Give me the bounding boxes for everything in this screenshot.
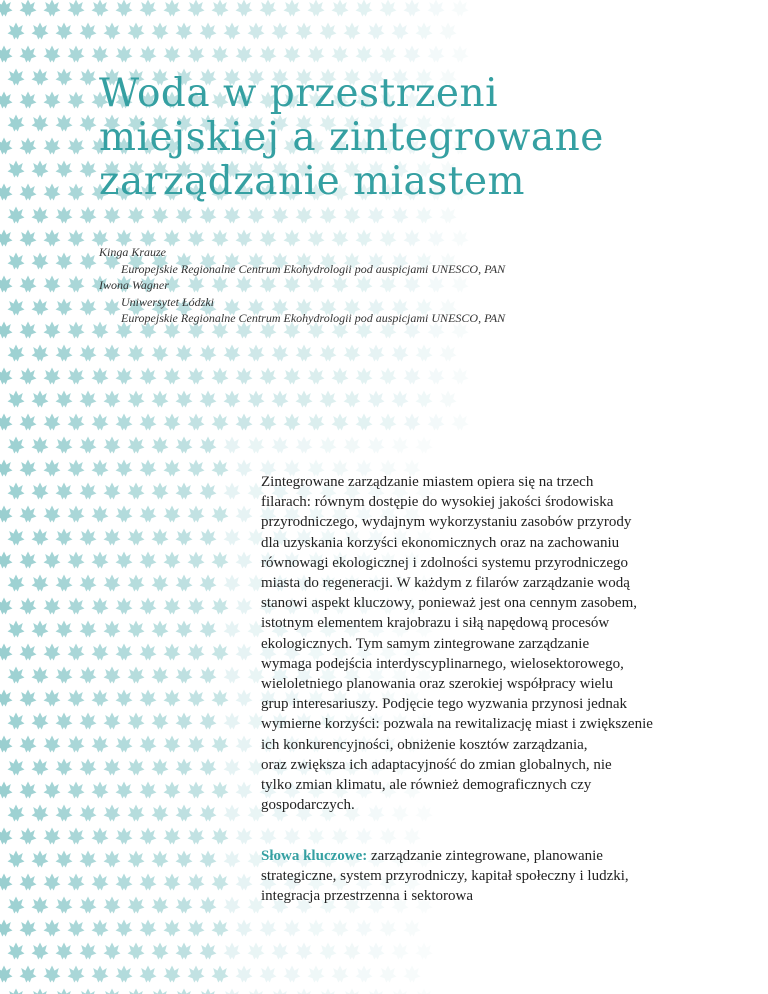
abstract-line: stanowi aspekt kluczowy, ponieważ jest ona cennym zasobem, [261,595,637,612]
abstract-line: ekologicznych. Tym samym zintegrowane zarządzanie [261,635,590,652]
article-title [99,72,739,204]
abstract-line: miasta do regeneracji. W każdym z filarów zarządzanie wodą [261,575,630,592]
title-line: zarządzanie miastem [99,159,526,204]
abstract-line: dla uzyskania korzyści ekonomicznych oraz na zachowaniu [261,534,620,551]
abstract-line: filarach: równym dostępie do wysokiej jakości środowiska [261,494,614,511]
abstract-line: wieloletniego planowania oraz szerokiej współpracy wielu [261,676,613,693]
abstract-line: gospodarczych. [261,797,355,814]
keywords-text: zarządzanie zintegrowane, planowanie [367,848,603,864]
keywords-line: strategiczne, system przyrodniczy, kapitał społeczny i ludzki, [261,868,629,885]
abstract-line: oraz zwiększa ich adaptacyjność do zmian globalnych, nie [261,756,612,773]
author-affiliation: Europejskie Regionalne Centrum Ekohydrologii pod auspicjami UNESCO, PAN [121,311,506,325]
title-line: Woda w przestrzeni [99,71,499,116]
keywords-line [261,846,741,866]
author-list [99,244,699,327]
keywords-label: Słowa kluczowe: [261,848,368,864]
abstract-line: wymaga podejścia interdyscyplinarnego, wielosektorowego, [261,655,624,672]
author-name: Kinga Krauze [99,245,167,259]
keywords-line: integracja przestrzenna i sektorowa [261,888,473,905]
abstract-line: przyrodniczego, wydajnym wykorzystaniu zasobów przyrody [261,514,632,531]
abstract-line: wymierne korzyści: pozwala na rewitalizację miast i zwiększenie [261,716,653,733]
abstract-line: tylko zmian klimatu, ale również demograficznych czy [261,777,592,794]
author-affiliation: Uniwersytet Łódzki [121,294,214,309]
abstract-line: ich konkurencyjności, obniżenie kosztów zarządzania, [261,736,588,753]
author-affiliation: Europejskie Regionalne Centrum Ekohydrologii pod auspicjami UNESCO, PAN [121,261,506,276]
title-line: miejskiej a zintegrowane [99,115,604,160]
keywords [261,846,741,907]
abstract-line: równowagi ekologicznej i zdolności systemu przyrodniczego [261,554,628,571]
abstract-line: Zintegrowane zarządzanie miastem opiera się na trzech [261,474,594,490]
abstract-line: istotnym elementem krajobrazu i siłą napędową procesów [261,615,610,632]
author-name: Iwona Wagner [99,278,169,292]
abstract [261,472,741,815]
abstract-line: grup interesariuszy. Podjęcie tego wyzwania przynosi jednak [261,696,627,713]
